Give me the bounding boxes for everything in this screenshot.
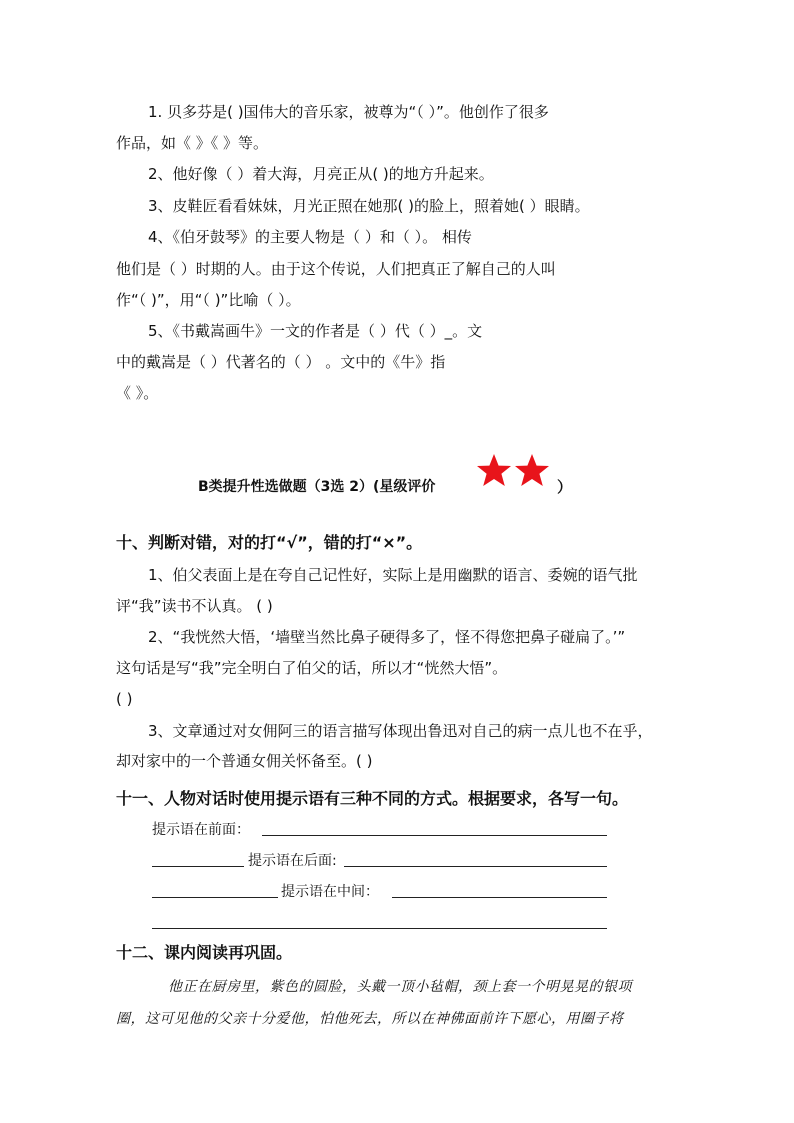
- item-1-line-2: 评“我”读书不认真。 ( ): [116, 597, 273, 615]
- item-2-line-1: 2、“我恍然大悟，‘墙壁当然比鼻子硬得多了，怪不得您把鼻子碰扁了。’”: [148, 628, 626, 646]
- section-b-title-close: ）: [557, 478, 573, 496]
- question-4-line-1: 4、《伯牙鼓琴》的主要人物是（ ）和（ ）。 相传: [148, 228, 472, 246]
- question-5-line-1: 5、《书戴嵩画牛》一文的作者是（ ）代（ ）_。文: [148, 322, 483, 340]
- question-4-line-3: 作“（ )”，用“（ )”比喻（ ）。: [116, 291, 301, 309]
- question-4-line-2: 他们是（ ）时期的人。由于这个传说，人们把真正了解自己的人叫: [116, 260, 556, 278]
- answer-line-back-prefix: [152, 866, 244, 867]
- section-11-heading: 十一、人物对话时使用提示语有三种不同的方式。根据要求，各写一句。: [116, 789, 629, 808]
- answer-line-middle-prefix: [152, 897, 278, 898]
- item-1-line-1: 1、伯父表面上是在夸自己记性好，实际上是用幽默的语言、委婉的语气批: [148, 566, 638, 584]
- answer-line-middle: [392, 897, 607, 898]
- question-2: 2、他好像（ ）着大海，月亮正从( )的地方升起来。: [148, 165, 494, 183]
- question-1-line-1: 1. 贝多芬是( )国伟大的音乐家，被尊为“（ ）”。他创作了很多: [148, 103, 549, 121]
- star-icon: [477, 454, 511, 486]
- section-12-heading: 十二、课内阅读再巩固。: [116, 943, 293, 962]
- question-5-line-2: 中的戴嵩是（ ）代著名的（ ） 。文中的《牛》指: [116, 353, 446, 371]
- question-5-line-3: 《 》。: [116, 384, 159, 402]
- item-2-line-2: 这句话是写“我”完全明白了伯父的话，所以才“恍然大悟”。: [116, 659, 508, 677]
- question-1-line-2: 作品，如《 》《 》等。: [116, 134, 269, 152]
- section-10-heading: 十、判断对错，对的打“√”，错的打“×”。: [116, 533, 423, 552]
- section-b-title: B类提升性选做题（3选 2）(星级评价: [198, 479, 436, 495]
- question-3: 3、皮鞋匠看看妹妹，月光正照在她那( )的脸上，照着她( ）眼睛。: [148, 197, 590, 215]
- answer-line-front: [262, 835, 607, 836]
- answer-line-back: [344, 866, 607, 867]
- star-icon: [515, 454, 549, 486]
- item-2-line-3: ( ): [116, 690, 133, 708]
- reading-passage-line-2: 圈，这可见他的父亲十分爱他，怕他死去，所以在神佛面前许下愿心，用圈子将: [116, 1011, 624, 1027]
- prompt-front-label: 提示语在前面：: [152, 822, 250, 838]
- prompt-back-label: 提示语在后面:: [248, 853, 337, 869]
- star-rating: [474, 452, 554, 488]
- reading-passage-line-1: 他正在厨房里，紫色的圆脸，头戴一顶小毡帽，颈上套一个明晃晃的银项: [168, 979, 632, 995]
- item-3-line-2: 却对家中的一个普通女佣关怀备至。( ): [116, 752, 373, 770]
- answer-line-extra: [152, 928, 607, 929]
- prompt-middle-label: 提示语在中间：: [281, 884, 379, 900]
- item-3-line-1: 3、文章通过对女佣阿三的语言描写体现出鲁迅对自己的病一点儿也不在乎，: [148, 722, 653, 740]
